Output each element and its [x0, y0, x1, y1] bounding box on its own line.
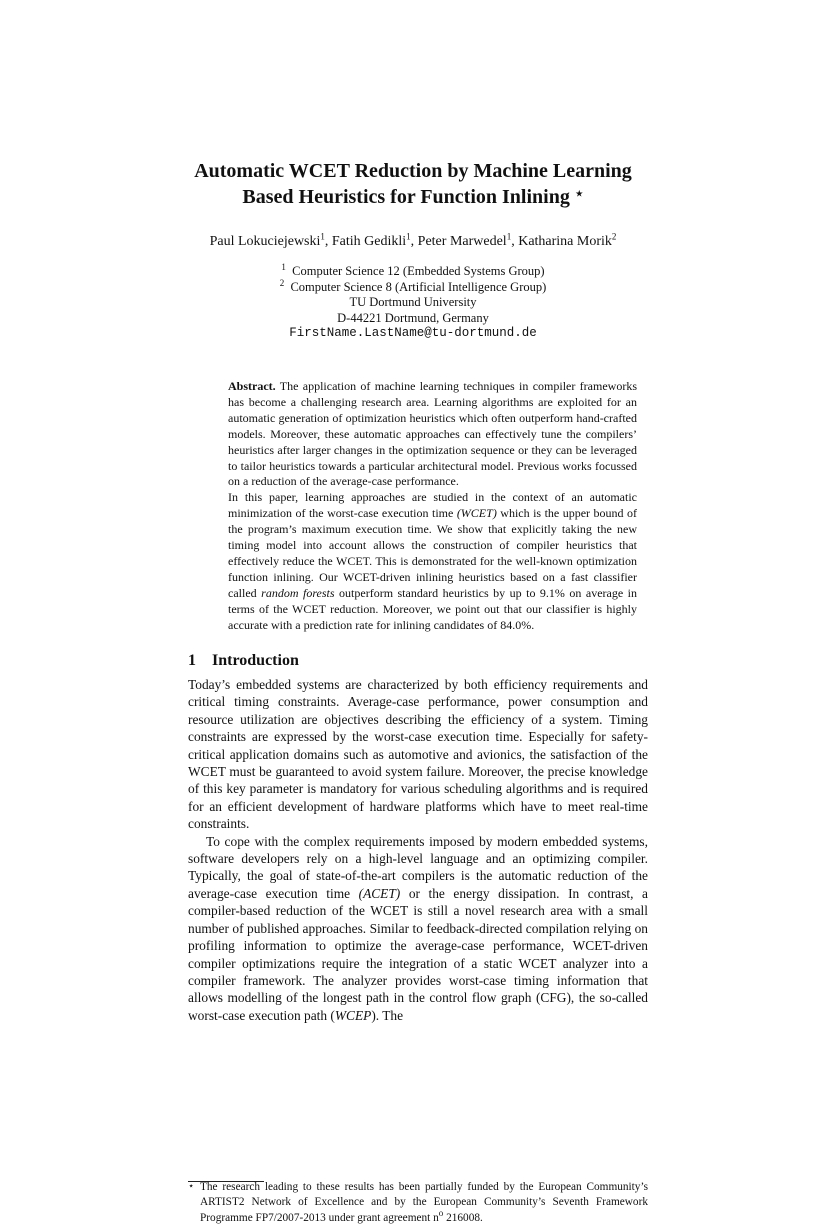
title-footnote-mark: ⋆ — [574, 187, 584, 202]
abstract-text: outperform standard heuristics by up to 9.1% on average in terms of the WCET reduction. Moreover, we point out that our classifier is highly accurate with a prediction rate for inlining candidates of 84.0%. — [228, 585, 638, 632]
abstract — [228, 379, 637, 634]
postal-address: D-44221 Dortmund, Germany — [337, 310, 489, 325]
author-name: Peter Marwedel — [417, 234, 507, 249]
footnote-text-block — [188, 1180, 648, 1226]
affiliations — [100, 261, 726, 342]
affiliation-text: Computer Science 8 (Artificial Intelligence Group) — [290, 279, 547, 294]
affiliation-line — [100, 261, 726, 280]
abstract-emphasis: random forests — [261, 585, 335, 600]
abstract-paragraph-1 — [228, 379, 637, 490]
abstract-text: which is the upper bound of the program’s maximum execution time. We show that explicitly taking the new timing model into account allows the construction of compiler heuristics that effectively reduce the WCET. This is demonstrated for the well-known optimization function inlining. Our WCET-driven inlining heuristics based on a fast classifier called — [228, 506, 638, 600]
abstract-text: In this paper, learning approaches are studied in the context of an automatic minimization of the worst-case execution time — [228, 490, 637, 521]
author-list: Paul Lokuciejewski$^1$, Fatih Gedikli$^1$, Peter Marwedel$^1$, Katharina Morik$^2$ — [209, 231, 617, 249]
section-heading — [188, 652, 299, 670]
author-name: Paul Lokuciejewski — [209, 234, 321, 249]
affiliation-line — [100, 277, 726, 296]
abstract-label: Abstract. — [228, 379, 276, 393]
body-emphasis: (ACET) — [358, 885, 401, 901]
author-affiliation-mark: 1 — [406, 231, 411, 242]
footnote-number: 216008. — [446, 1211, 483, 1224]
body-paragraph: Today’s embedded systems are characterized by both efficiency requirements and critical timing constraints. Average-case performance, power consumption and resource utilization are objectives describing the efficiency of a system. Timing constraints are expressed by the worst-case execution time. Especially for safety-critical application domains such as automotive and avionics, the satisfaction of the WCET must be guaranteed to avoid system failure. Moreover, the precise knowledge of this key parameter is mandatory for various scheduling algorithms and is required for an efficient development of hardware platforms which have to meet real-time constraints. — [188, 677, 648, 832]
title-line-1: Automatic WCET Reduction by Machine Learning — [194, 160, 632, 182]
abstract-emphasis: (WCET) — [456, 506, 497, 521]
author-name: Fatih Gedikli — [331, 234, 407, 249]
footnote-superscript: o — [438, 1207, 444, 1218]
body-text: or the energy dissipation. In contrast, a compiler-based reduction of the WCET is still a novel research area with a small number of published approaches. Similar to feedback-directed compilation relying on profiling information to optimize the average-case performance, WCET-driven compiler optimizations require the integration of a static WCET analyzer into a compiler framework. The analyzer provides worst-case timing information that allows modelling of the longest path in the control flow graph (CFG), the so-called worst-case execution path ( — [188, 885, 648, 1023]
body-text: ). The — [371, 1007, 404, 1023]
university-name: TU Dortmund University — [349, 295, 477, 309]
affiliation-number: 1 — [281, 261, 286, 272]
affiliation-text: Computer Science 12 (Embedded Systems Group) — [292, 264, 545, 278]
author-affiliation-mark: 2 — [611, 231, 617, 242]
title-line-2 — [100, 184, 726, 213]
body-paragraph — [188, 833, 648, 1024]
body-text: To cope with the complex requirements imposed by modern embedded systems, software developers rely on a high-level language and an optimizing compiler. Typically, the goal of state-of-the-art compilers is the automatic reduction of the average-case execution time — [188, 833, 648, 901]
title-line-2-text: Based Heuristics for Function Inlining — [242, 186, 570, 208]
section-number: 1 — [188, 652, 196, 669]
affiliation-number: 2 — [279, 277, 285, 288]
author-name: Katharina Morik — [518, 234, 612, 249]
body-emphasis: WCEP — [334, 1007, 372, 1023]
author-affiliation-mark: 1 — [320, 231, 325, 242]
abstract-text: The application of machine learning techniques in compiler frameworks has become a challenging research area. Learning algorithms are exploited for an automatic generation of optimization heuristics which often outperform hand-crafted models. Moreover, these automatic approaches can effectively tune the compilers’ heuristics after larger changes in the optimization sequence or they can be leveraged to tailor heuristics towards a particular architectural model. Previous works focussed on a reduction of the average-case performance. — [228, 379, 637, 489]
author-affiliation-mark: 1 — [506, 231, 512, 242]
section-body — [188, 676, 648, 1024]
contact-email: FirstName.LastName@tu-dortmund.de — [289, 326, 537, 340]
footnote-text: The research leading to these results has been partially funded by the European Community’s ARTIST2 Network of Excellence and by the European Community’s Seventh Framework Programme FP7/2007-2013 under grant agreement n — [200, 1181, 648, 1224]
footnote-mark: ⋆ — [188, 1181, 195, 1192]
section-title: Introduction — [212, 652, 299, 669]
footnote — [188, 1180, 648, 1226]
abstract-paragraph-2 — [228, 490, 637, 633]
paper-title — [100, 158, 726, 213]
